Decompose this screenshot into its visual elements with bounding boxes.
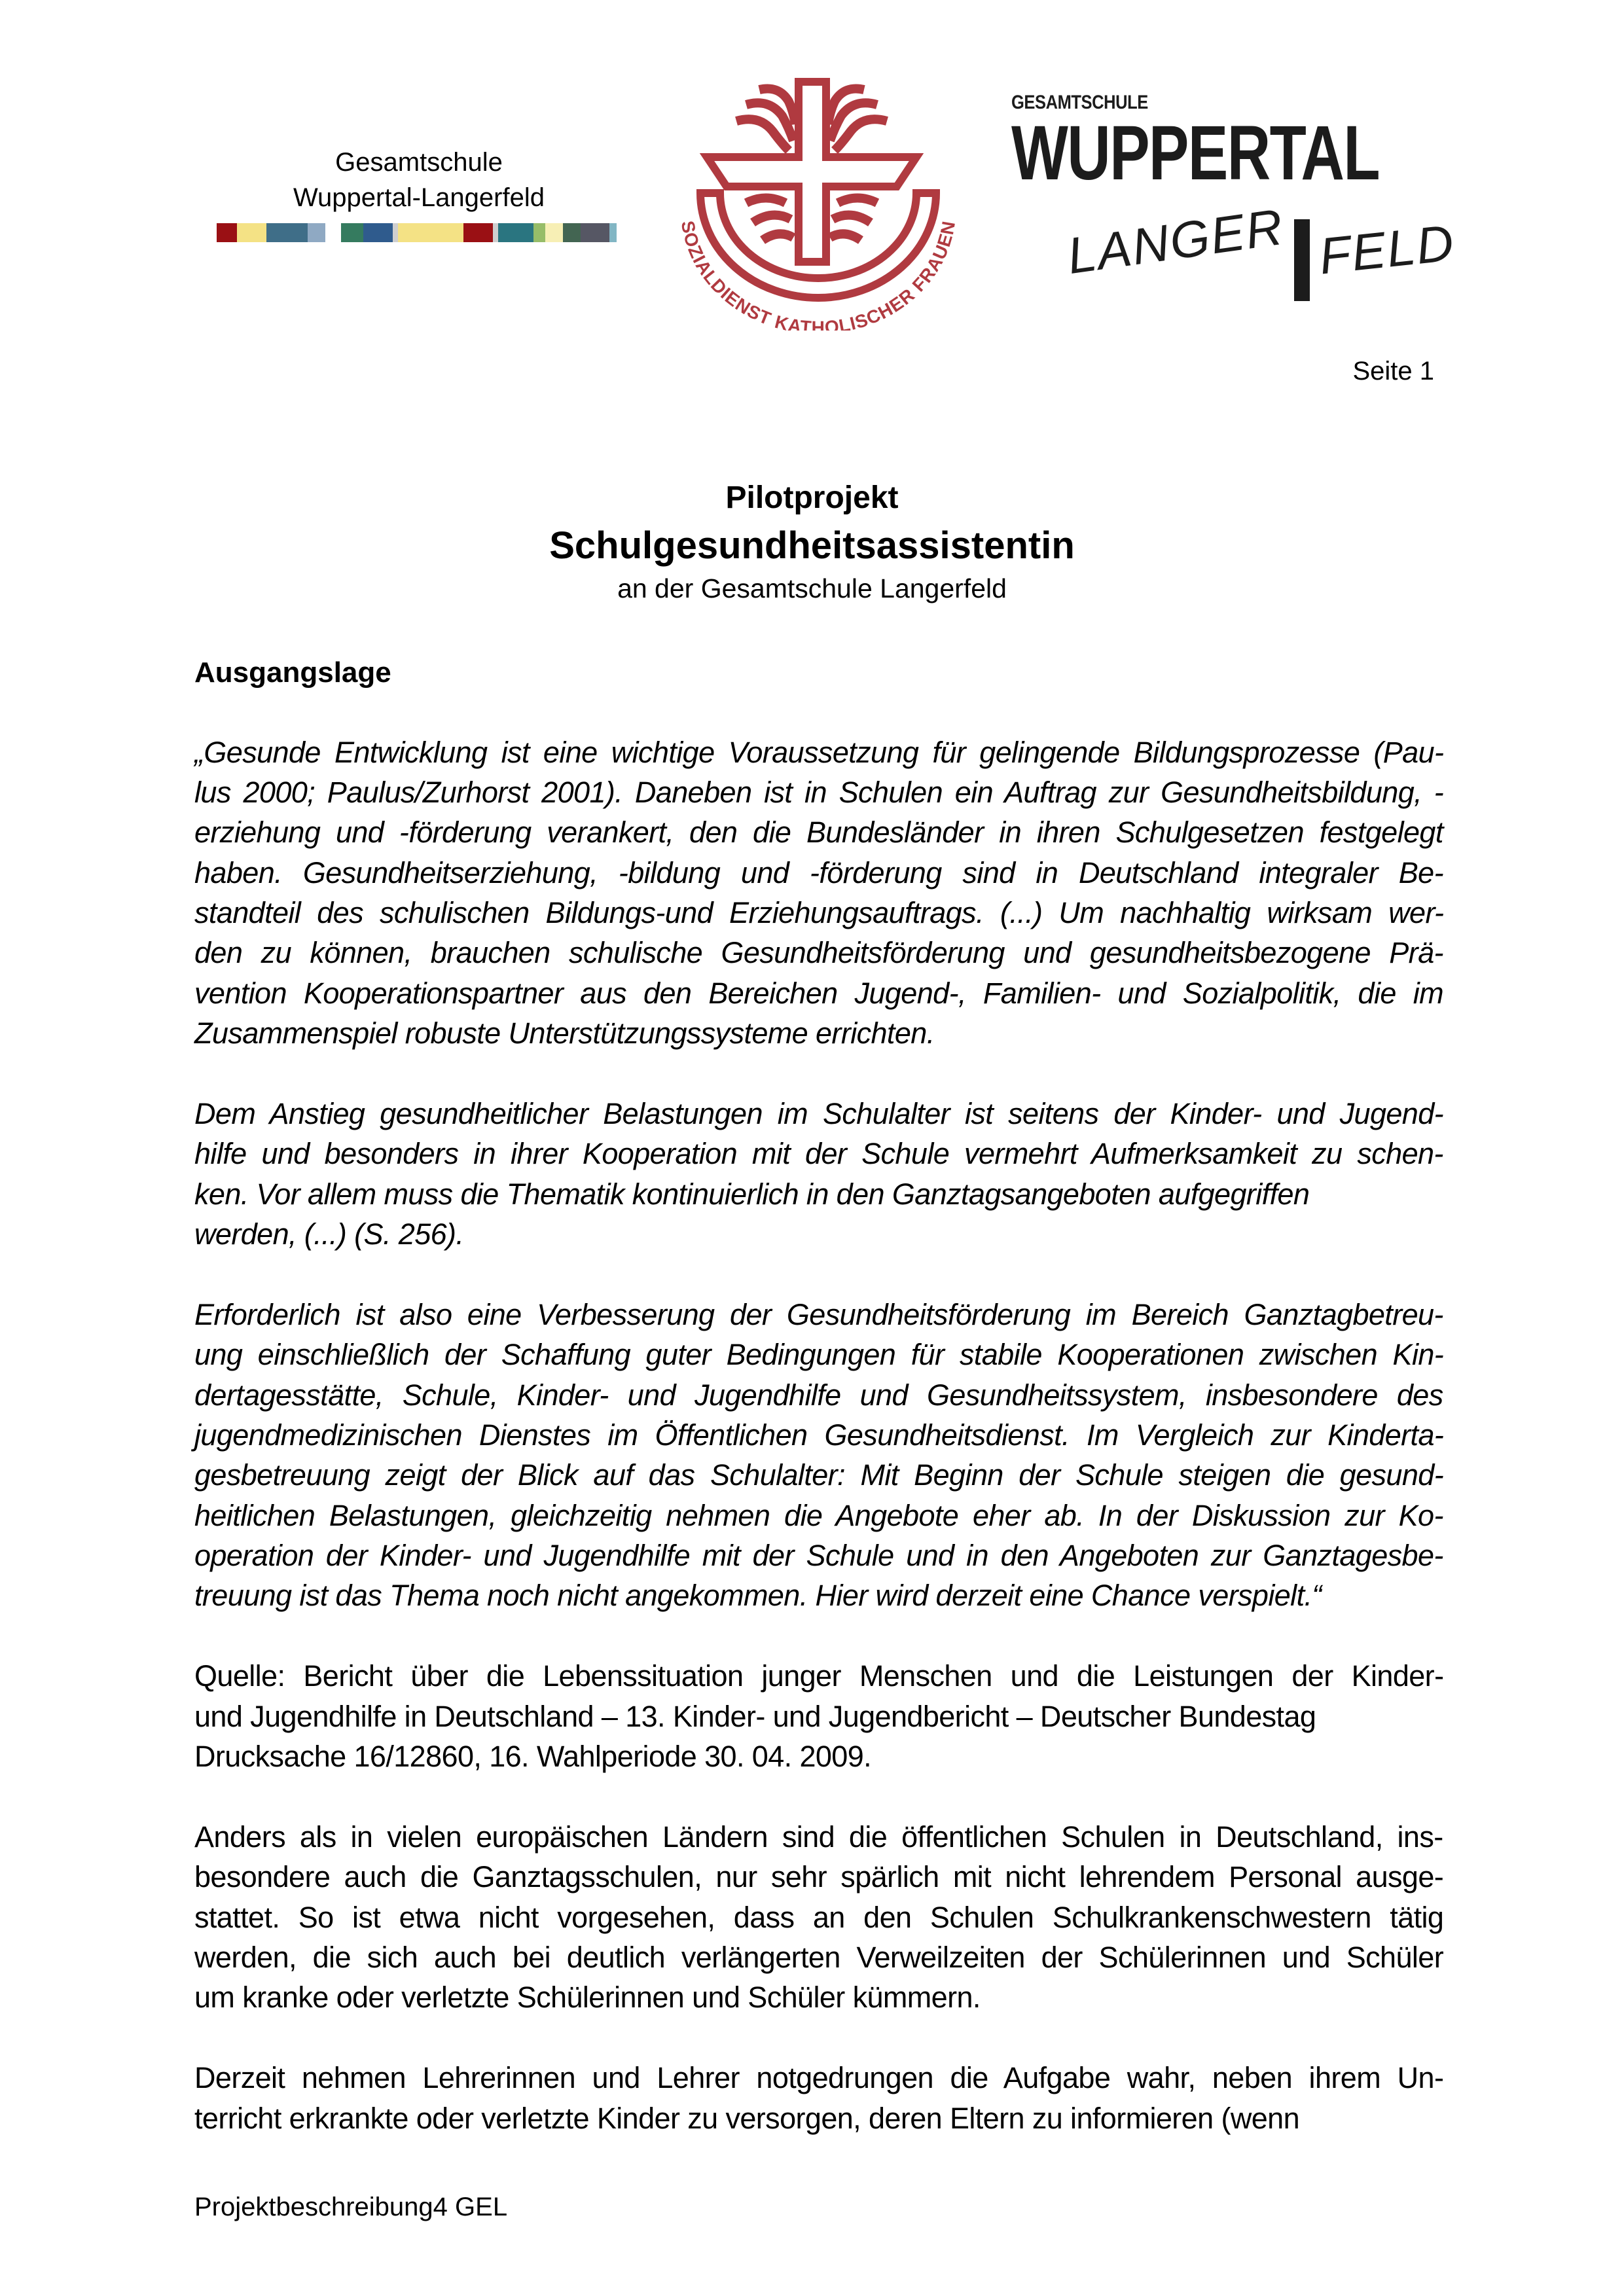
- text-line: ung einschließlich der Schaffung guter Bedingungen für stabile Kooperationen zwischen Kin-: [194, 1338, 1444, 1371]
- text-line: treuung ist das Thema noch nicht angekommen. Hier wird derzeit eine Chance verspielt.“: [194, 1579, 1322, 1612]
- footer-text: Projektbeschreibung4 GEL: [194, 2193, 508, 2221]
- page-title: Schulgesundheitsassistentin: [549, 524, 1075, 567]
- page-number: Seite 1: [1352, 357, 1434, 386]
- text-line: terricht erkrankte oder verletzte Kinder zu versorgen, deren Eltern zu informieren (wenn: [194, 2102, 1300, 2135]
- page-subtitle: an der Gesamtschule Langerfeld: [617, 573, 1007, 603]
- text-line: Drucksache 16/12860, 16. Wahlperiode 30. 04. 2009.: [194, 1740, 872, 1773]
- text-line: Anders als in vielen europäischen Ländern sind die öffentlichen Schulen in Deutschland, ins-: [194, 1820, 1443, 1854]
- text-line: und Jugendhilfe in Deutschland – 13. Kinder- und Jugendbericht – Deutscher Bundestag: [194, 1700, 1316, 1733]
- text-line: Zusammenspiel robuste Unterstützungssysteme errichten.: [194, 1016, 935, 1050]
- color-bar-segment: [609, 223, 617, 242]
- color-bar-segment: [341, 223, 363, 242]
- color-bar-segment: [545, 223, 563, 242]
- gw-logo-small-text: GESAMTSCHULE: [1011, 92, 1148, 113]
- text-line: heitlichen Belastungen, gleichzeitig nehmen die Angebote eher ab. In der Diskussion zur Ko-: [194, 1499, 1443, 1532]
- color-bar-segment: [533, 223, 545, 242]
- color-bar-segment: [237, 223, 266, 242]
- text-line: vention Kooperationspartner aus den Bereichen Jugend-, Familien- und Sozialpolitik, die im: [194, 977, 1444, 1010]
- gesamtschule-wuppertal-logo: [1011, 88, 1458, 304]
- text-line: werden, (...) (S. 256).: [194, 1217, 464, 1251]
- text-line: lus 2000; Paulus/Zurhorst 2001). Daneben ist in Schulen ein Auftrag zur Gesundheitsbildung, -: [194, 776, 1444, 809]
- color-bar-segment: [463, 223, 493, 242]
- text-line: standteil des schulischen Bildungs-und Erziehungsauftrags. (...) Um nachhaltig wirksam wer-: [194, 896, 1444, 929]
- title-kicker: Pilotprojekt: [725, 480, 899, 515]
- svg-text:SOZIALDIENST KATHOLISCHER FRAU: SOZIALDIENST KATHOLISCHER FRAUEN: [677, 219, 960, 331]
- color-bar-segment: [398, 223, 463, 242]
- text-line: hilfe und besonders in ihrer Kooperation mit der Schule vermehrt Aufmerksamkeit zu schen-: [194, 1137, 1443, 1170]
- text-line: gesbetreuung zeigt der Blick auf das Schulalter: Mit Beginn der Schule steigen die gesund-: [194, 1458, 1444, 1492]
- text-line: den zu können, brauchen schulische Gesundheitsförderung und gesundheitsbezogene Prä-: [194, 936, 1443, 969]
- color-bar-segment: [563, 223, 581, 242]
- text-line: haben. Gesundheitserziehung, -bildung und -förderung sind in Deutschland integraler Be-: [194, 856, 1443, 889]
- text-line: besondere auch die Ganztagsschulen, nur sehr spärlich mit nicht lehrendem Personal ausge-: [194, 1860, 1444, 1893]
- skf-logo: [655, 69, 982, 331]
- color-bar-segment: [266, 223, 308, 242]
- color-bar-segment: [308, 223, 325, 242]
- text-line: um kranke oder verletzte Schülerinnen und Schüler kümmern.: [194, 1981, 981, 2014]
- color-bar-segment: [217, 223, 237, 242]
- color-bar-segment: [363, 223, 393, 242]
- color-bar-segment: [493, 223, 498, 242]
- text-line: operation der Kinder- und Jugendhilfe mit der Schule und in den Angeboten zur Ganztagesbe-: [194, 1539, 1443, 1572]
- text-line: stattet. So ist etwa nicht vorgesehen, dass an den Schulen Schulkrankenschwestern tätig: [194, 1901, 1444, 1934]
- section-heading: Ausgangslage: [194, 656, 391, 689]
- color-bar-segment: [581, 223, 609, 242]
- school-name-line2: Wuppertal-Langerfeld: [293, 183, 545, 212]
- gw-logo-script-left: LANGER: [1064, 197, 1288, 285]
- gw-logo-script-right: FELD: [1316, 213, 1458, 285]
- text-line: erziehung und -förderung verankert, den die Bundesländer in ihren Schulgesetzen festgelegt: [194, 816, 1443, 849]
- gw-logo-big-text: WUPPERTAL: [1011, 110, 1380, 196]
- text-line: Derzeit nehmen Lehrerinnen und Lehrer notgedrungen die Aufgabe wahr, neben ihrem Un-: [194, 2061, 1444, 2094]
- gw-logo-t-stem: [1294, 219, 1310, 301]
- cross-logo-icon: [655, 69, 982, 331]
- text-line: ken. Vor allem muss die Thematik kontinuierlich in den Ganztagsangeboten aufgegriffen: [194, 1177, 1310, 1211]
- text-line: „Gesunde Entwicklung ist eine wichtige Voraussetzung für gelingende Bildungsprozesse (Pau-: [194, 736, 1444, 769]
- text-line: werden, die sich auch bei deutlich verlängerten Verweilzeiten der Schülerinnen und Schüler: [194, 1941, 1444, 1974]
- text-line: jugendmedizinischen Dienstes im Öffentlichen Gesundheitsdienst. Im Vergleich zur Kinderta-: [194, 1418, 1444, 1452]
- text-line: Erforderlich ist also eine Verbesserung der Gesundheitsförderung im Bereich Ganztagbetreu-: [194, 1298, 1443, 1331]
- color-bar-segment: [498, 223, 533, 242]
- text-line: Dem Anstieg gesundheitlicher Belastungen im Schulalter ist seitens der Kinder- und Jugend-: [194, 1097, 1444, 1130]
- school-name-line1: Gesamtschule: [335, 148, 503, 177]
- text-line: dertagesstätte, Schule, Kinder- und Jugendhilfe und Gesundheitssystem, insbesondere des: [194, 1378, 1443, 1412]
- color-bar-segment: [393, 223, 398, 242]
- text-line: Quelle: Bericht über die Lebenssituation junger Menschen und die Leistungen der Kinder-: [194, 1659, 1444, 1693]
